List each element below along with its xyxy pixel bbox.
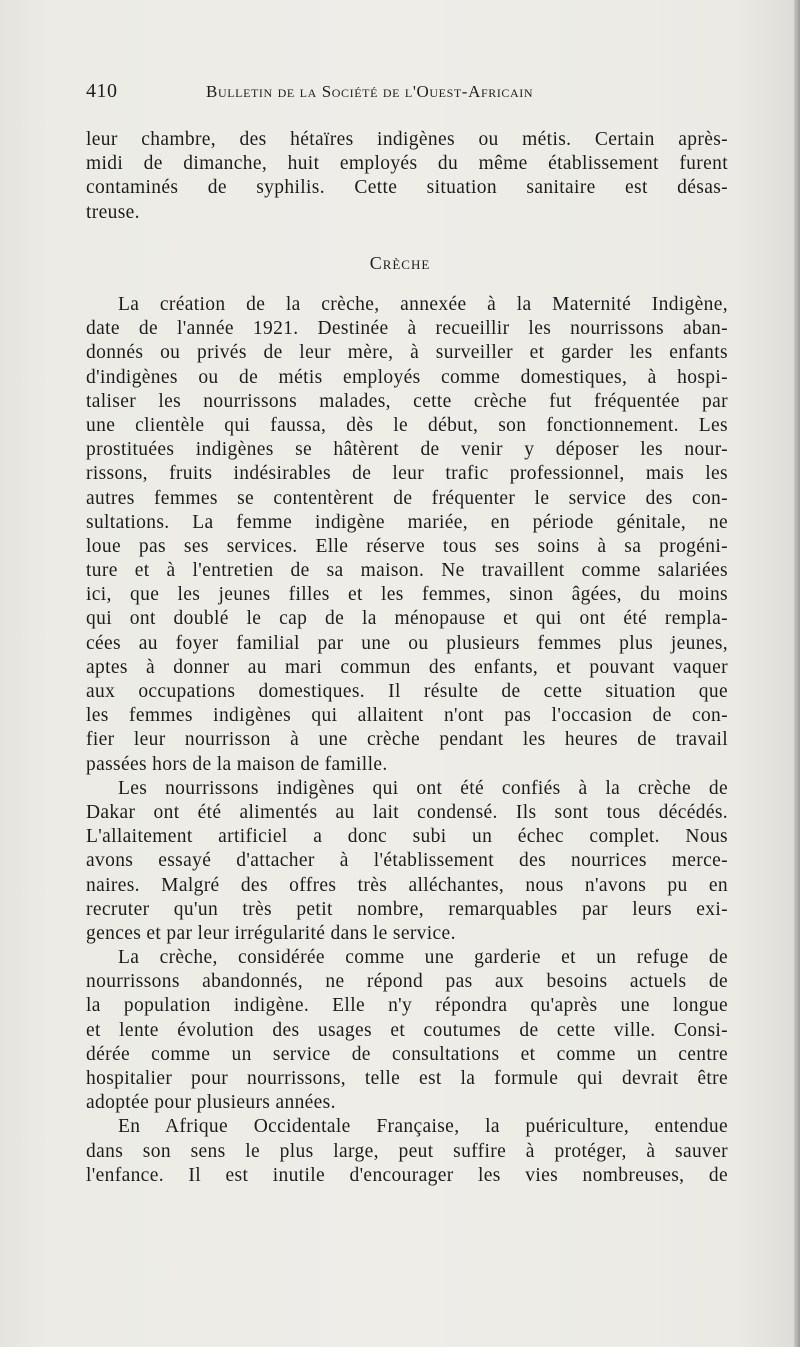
text-line: midi de dimanche, huit employés du même établissement furent [86, 153, 728, 175]
body-text [86, 293, 728, 1188]
text-line: aux occupations domestiques. Il résulte de cette situation que [86, 681, 728, 702]
section-heading: Crèche [369, 253, 431, 273]
page-number: 410 [86, 80, 118, 102]
text-line: sultations. La femme indigène mariée, en période génitale, ne [86, 511, 728, 533]
text-line: taliser les nourrissons malades, cette crèche fut fréquentée par [86, 390, 728, 412]
text-line: adoptée pour plusieurs années. [86, 1092, 336, 1114]
text-line: fier leur nourrisson à une crèche pendant les heures de travail [86, 729, 728, 751]
text-line: loue pas ses services. Elle réserve tous ses soins à sa progéni- [86, 535, 728, 557]
text-line: ici, que les jeunes filles et les femmes, sinon âgées, du moins [86, 584, 728, 606]
text-line: hospitalier pour nourrissons, telle est la formule qui devrait être [86, 1068, 728, 1089]
text-line: ture et à l'entretien de sa maison. Ne travaillent comme salariées [86, 560, 728, 582]
text-line: qui ont doublé le cap de la ménopause et qui ont été rempla- [86, 608, 728, 630]
text-line: contaminés de syphilis. Cette situation sanitaire est désas- [86, 177, 728, 199]
intro-paragraph [86, 128, 728, 225]
text-line: dans son sens le plus large, peut suffire à protéger, à sauver [86, 1140, 728, 1162]
page-edge [794, 0, 800, 1347]
text-line: la population indigène. Elle n'y répondra qu'après une longue [86, 995, 728, 1017]
text-line: avons essayé d'attacher à l'établissement des nourrices merce- [86, 850, 728, 872]
paragraph-first-line: Les nourrissons indigènes qui ont été confiés à la crèche de [118, 777, 728, 799]
text-line: treuse. [86, 201, 140, 223]
text-line: recruter qu'un très petit nombre, remarquables par leurs exi- [86, 898, 728, 920]
text-line: une clientèle qui faussa, dès le début, son fonctionnement. Les [86, 414, 728, 436]
text-line: Dakar ont été alimentés au lait condensé. Ils sont tous décédés. [86, 801, 728, 823]
text-line: les femmes indigènes qui allaitent n'ont pas l'occasion de con- [86, 705, 728, 727]
paragraph-first-line: La crèche, considérée comme une garderie et un refuge de [118, 947, 728, 969]
text-line: date de l'année 1921. Destinée à recueillir les nourrissons aban- [86, 318, 728, 340]
text-line: dérée comme un service de consultations et comme un centre [86, 1043, 728, 1065]
text-line: et lente évolution des usages et coutumes de cette ville. Consi- [86, 1019, 728, 1041]
text-line: L'allaitement artificiel a donc subi un échec complet. Nous [86, 826, 728, 848]
paragraph-first-line: En Afrique Occidentale Française, la puériculture, entendue [118, 1116, 728, 1138]
text-line: l'enfance. Il est inutile d'encourager les vies nombreuses, de [86, 1164, 728, 1186]
text-line: prostituées indigènes se hâtèrent de venir y déposer les nour- [86, 439, 728, 461]
text-line: autres femmes se contentèrent de fréquenter le service des con- [86, 487, 728, 509]
text-line: passées hors de la maison de famille. [86, 753, 388, 775]
text-line: leur chambre, des hétaïres indigènes ou métis. Certain après- [86, 129, 728, 150]
text-line: nourrissons abandonnés, ne répond pas aux besoins actuels de [86, 971, 728, 993]
text-line: gences et par leur irrégularité dans le service. [86, 922, 456, 944]
text-line: naires. Malgré des offres très alléchantes, nous n'avons pu en [86, 874, 728, 896]
text-line: rissons, fruits indésirables de leur trafic professionnel, mais les [86, 463, 728, 485]
text-line: donnés ou privés de leur mère, à surveiller et garder les enfants [86, 342, 728, 364]
paragraph-first-line: La création de la crèche, annexée à la Maternité Indigène, [118, 294, 728, 315]
running-header [86, 80, 726, 106]
journal-title: Bulletin de la Société de l'Ouest-Africain [206, 82, 534, 101]
text-line: aptes à donner au mari commun des enfants, et pouvant vaquer [86, 656, 728, 678]
text-line: cées au foyer familial par une ou plusieurs femmes plus jeunes, [86, 632, 728, 654]
text-line: d'indigènes ou de métis employés comme domestiques, à hospi- [86, 366, 728, 388]
